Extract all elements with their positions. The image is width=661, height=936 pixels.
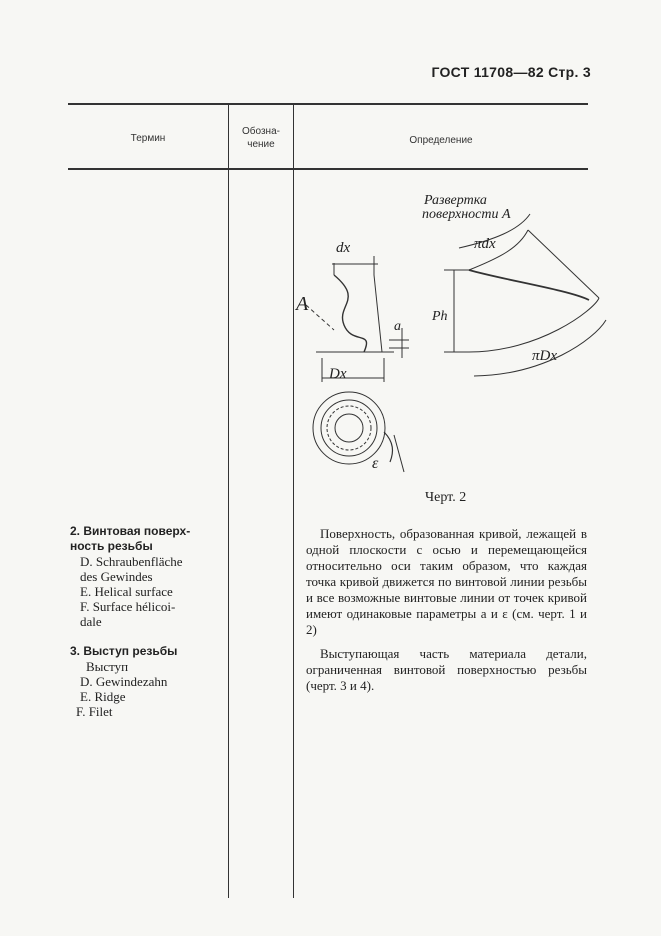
- label-pi-Dx: πDx: [532, 348, 558, 364]
- table-top-rule: [68, 103, 588, 105]
- unfold-title-line2: поверхности А: [422, 207, 511, 222]
- term-entry-3: [70, 644, 225, 719]
- label-dx: dx: [336, 240, 351, 256]
- label-a: a: [394, 319, 401, 334]
- column-header-definition: Определение: [409, 135, 473, 146]
- definition-entry-2: Поверхность, образованная кривой, лежащей в одной плоскости с осью и перемещающейся относительно оси таким образом, что каждая точка кривой движется по винтовой линии резьбы и все возможные винтовые линии от точек кривой имеют одинаковые параметры a и ε (см. черт. 1 и 2): [306, 526, 587, 637]
- figure-caption: Черт. 2: [425, 490, 467, 505]
- label-Dx: Dx: [329, 366, 347, 382]
- label-epsilon: ε: [372, 455, 379, 472]
- column-header-symbol: Обозна- чение: [242, 126, 280, 150]
- column-header-term: Термин: [130, 133, 166, 144]
- term-translation: D. Schraubenfläche des Gewindes: [80, 554, 183, 584]
- term-heading-2: 2. Винтовая поверх- ность резьбы: [70, 524, 191, 553]
- term-translation: Выступ: [86, 659, 129, 674]
- term-translation: F. Filet: [76, 704, 113, 719]
- label-pi-dx: πdx: [474, 236, 496, 252]
- unfold-title-line1: Развертка: [424, 193, 487, 208]
- term-translation: D. Gewindezahn: [80, 674, 168, 689]
- term-translation: E. Helical surface: [80, 584, 173, 599]
- thread-figure: [294, 180, 614, 480]
- term-translation: F. Surface hélicoi- dale: [80, 599, 176, 629]
- column-divider-1: [228, 103, 229, 898]
- term-translation: E. Ridge: [80, 689, 126, 704]
- term-heading-3: 3. Выступ резьбы: [70, 644, 178, 658]
- term-entry-2: [70, 524, 225, 629]
- definition-entry-3: Выступающая часть материала детали, ограниченная винтовой поверхностью резьбы (черт. 3 и 4).: [306, 646, 587, 693]
- page-header: ГОСТ 11708—82 Стр. 3: [431, 64, 591, 80]
- table-header-rule: [68, 168, 588, 170]
- label-ph: Ph: [432, 309, 448, 324]
- label-A-left: A: [296, 293, 309, 315]
